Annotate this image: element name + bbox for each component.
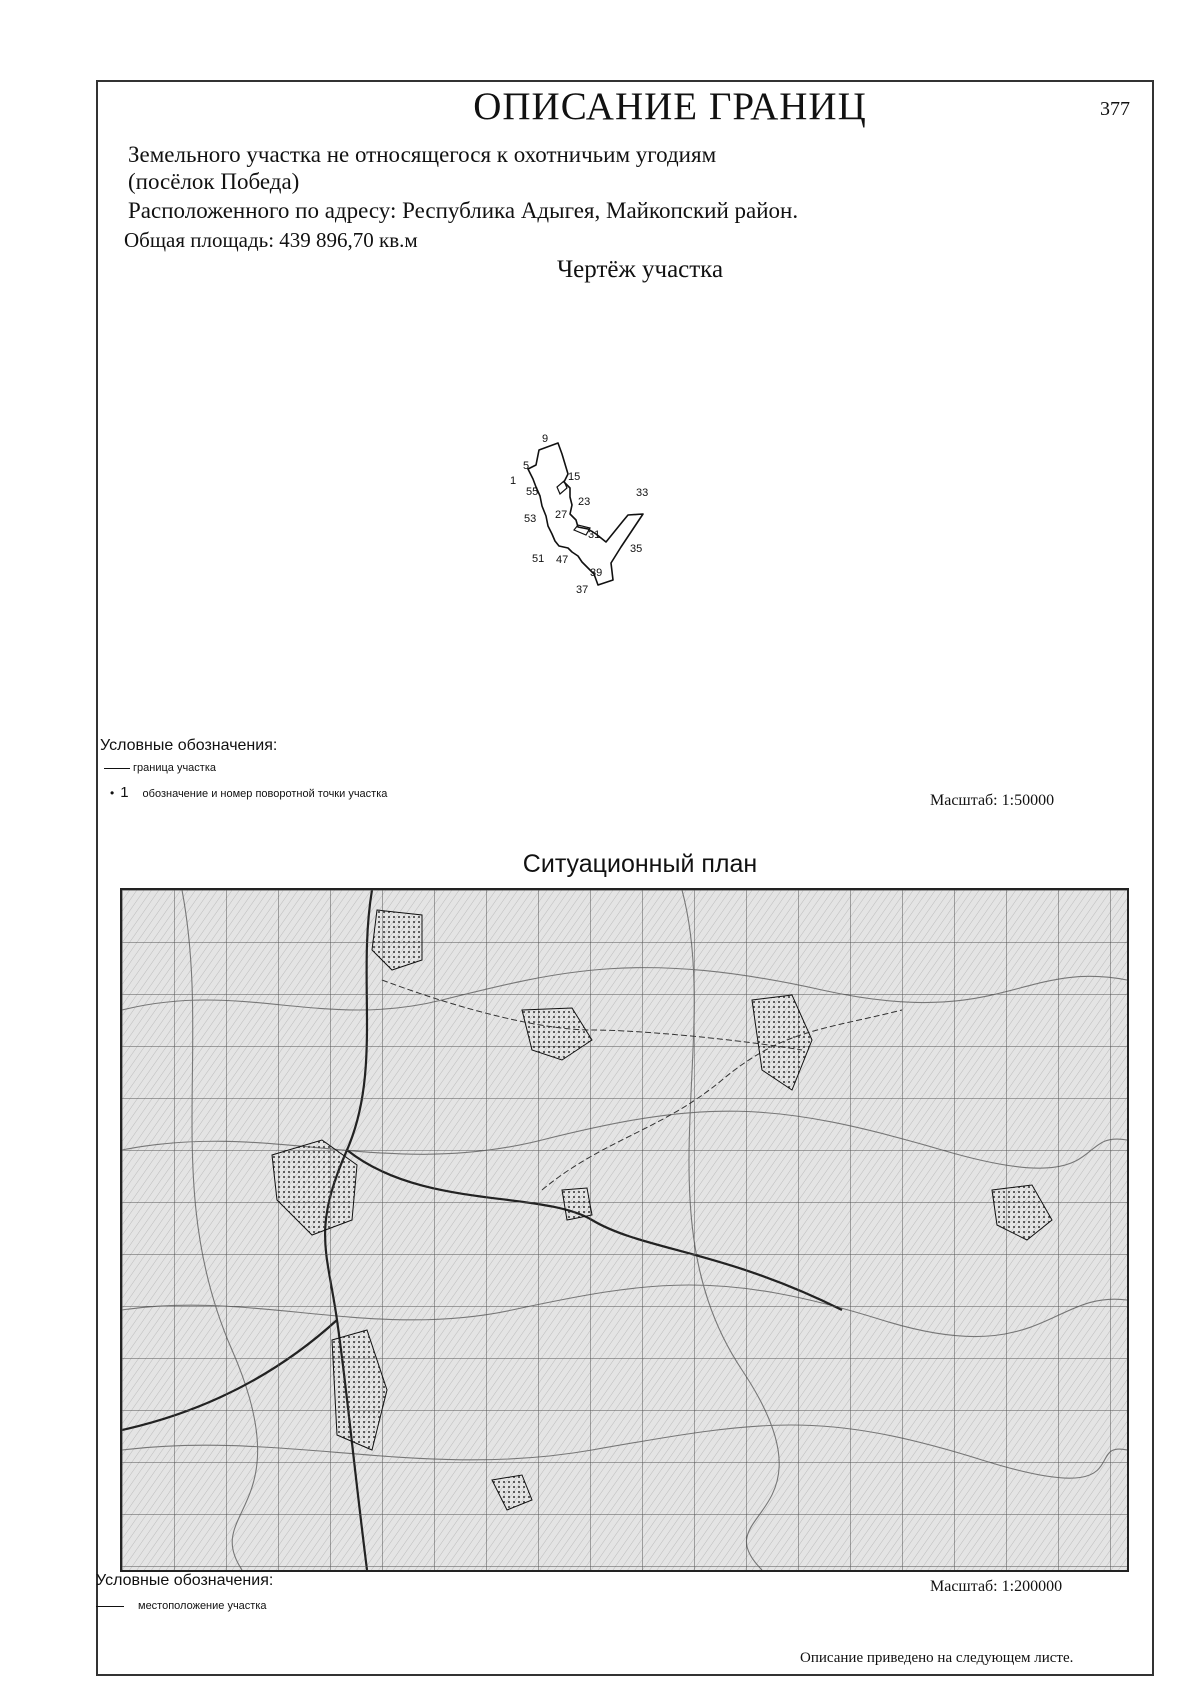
- drawing-legend-title: Условные обозначения:: [100, 737, 278, 754]
- point-47: 47: [556, 554, 569, 566]
- point-9: 9: [542, 433, 549, 445]
- topographic-map: [120, 888, 1129, 1572]
- legend-boundary-row: [104, 762, 216, 774]
- point-53: 53: [524, 513, 537, 525]
- point-5: 5: [523, 460, 530, 472]
- footer-note: Описание приведено на следующем листе.: [800, 1650, 1074, 1666]
- page-number: 377: [1100, 98, 1130, 120]
- parcel-drawing: [500, 430, 720, 630]
- point-35: 35: [630, 543, 643, 555]
- parcel-line-2: (посёлок Победа): [128, 169, 300, 194]
- point-23: 23: [578, 496, 591, 508]
- point-1: 1: [510, 475, 517, 487]
- legend-point-row: [110, 784, 387, 801]
- legend-point-number: 1: [120, 784, 129, 801]
- point-27: 27: [555, 509, 568, 521]
- map-graphic: [122, 890, 1127, 1570]
- legend-boundary-line: [104, 768, 130, 769]
- parcel-line-3: Расположенного по адресу: Республика Адыгея, Майкопский район.: [128, 198, 799, 223]
- situation-plan-title: Ситуационный план: [522, 850, 758, 878]
- situation-legend-title: Условные обозначения:: [96, 1572, 274, 1589]
- legend-location-label: местоположение участка: [138, 1600, 267, 1612]
- point-37: 37: [576, 584, 589, 596]
- legend-boundary-label: граница участка: [133, 762, 216, 774]
- point-39: 39: [590, 567, 603, 579]
- point-51: 51: [532, 553, 545, 565]
- situation-scale: Масштаб: 1:200000: [930, 1578, 1063, 1595]
- drawing-title: Чертёж участка: [556, 256, 724, 283]
- parcel-line-1: Земельного участка не относящегося к охотничьим угодиям: [128, 142, 717, 167]
- drawing-scale: Масштаб: 1:50000: [930, 792, 1055, 809]
- point-15: 15: [568, 471, 581, 483]
- legend-point-label: обозначение и номер поворотной точки участка: [142, 788, 388, 800]
- document-title: ОПИСАНИЕ ГРАНИЦ: [473, 85, 867, 128]
- parcel-boundary: [528, 443, 643, 585]
- parcel-area: Общая площадь: 439 896,70 кв.м: [124, 228, 418, 252]
- point-55: 55: [526, 486, 539, 498]
- point-33: 33: [636, 487, 649, 499]
- legend-location-line: [96, 1606, 124, 1607]
- legend-location-row: [96, 1600, 267, 1612]
- legend-point-dot: •: [110, 786, 115, 800]
- point-31: 31: [588, 529, 601, 541]
